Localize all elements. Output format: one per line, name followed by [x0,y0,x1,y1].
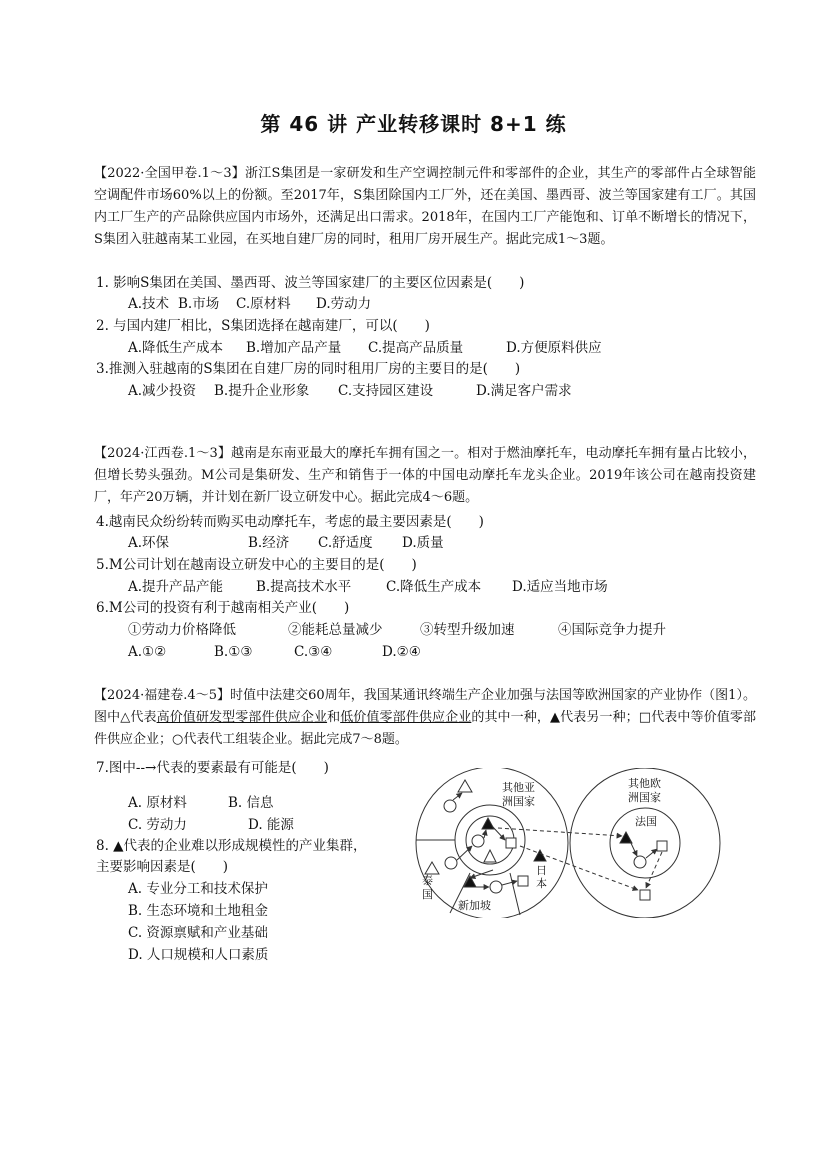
figure-1-diagram [410,768,740,918]
question-8-option-b: B. 生态环境和土地租金 [128,903,269,919]
question-4: 4.越南民众纷纷转而购买电动摩托车，考虑的最主要因素是( ) [96,514,484,530]
label-france: 法国 [635,815,657,828]
square-symbol [657,841,667,851]
question-8-option-a: A. 专业分工和技术保护 [128,881,268,897]
circle-symbol [490,881,502,893]
passage-2022: 【2022·全国甲卷.1～3】浙江S集团是一家研发和生产空调控制元件和零部件的企业，其生产的零部件占全球智能空调配件市场60%以上的份额。至2017年，S集团除国内工厂外，还在美国、墨西哥、波兰等国家建有工厂。其国内工厂生产的产品除供应国内市场外，还满足出口需求。2018年，在国内工厂产能饱和、订单不断增长的情况下，S集团入驻越南某工业园，在买地自建厂房的同时，租用厂房开展生产。据此完成1～3题。 [94,166,756,247]
question-6-items: ①劳动力价格降低 ②能耗总量减少 ③转型升级加速 ④国际竞争力提升 [128,622,666,638]
question-7-options-row1: A. 原材料 B. 信息 [128,795,274,811]
question-8-option-d: D. 人口规模和人口素质 [128,947,269,963]
solid-triangle-symbol [482,818,494,829]
circle-symbol [444,800,456,812]
passage-2024-jiangxi: 【2024·江西卷.1～3】越南是东南亚最大的摩托车拥有国之一。相对于燃油摩托车，电动摩托车拥有量占比较小，但增长势头强劲。M公司是集研发、生产和销售于一体的中国电动摩托车龙头企业。2019年该公司在越南投资建厂，年产20万辆，并计划在新厂设立研发中心。据此完成4～6题。 [94,446,756,505]
question-7: 7.图中--→代表的要素最有可能是( ) [96,760,329,776]
page-title: 第 46 讲 产业转移课时 8+1 练 [260,112,567,136]
square-symbol [518,876,528,886]
question-4-options: A.环保 B.经济 C.舒适度 D.质量 [128,535,444,551]
question-1: 1. 影响S集团在美国、墨西哥、波兰等国家建厂的主要区位因素是( ) [96,275,525,291]
asia-outer-circle [416,768,568,918]
label-europe-line2: 洲国家 [628,791,661,804]
circle-symbol [472,835,484,847]
circle-symbol [445,857,457,869]
hollow-triangle-symbol [484,850,496,862]
square-symbol [506,838,516,848]
passage-2024-fujian: 【2024·福建卷.4～5】时值中法建交60周年，我国某通讯终端生产企业加强与法国等欧洲国家的产业协作（图1）。图中△代表高价值研发型零部件供应企业和低价值零部件供应企业的其中一种，▲代表另一种；□代表中等价值零部件供应企业；○代表代工组装企业。据此完成7～8题。 [94,688,756,747]
question-2: 2. 与国内建厂相比，S集团选择在越南建厂，可以( ) [96,318,430,334]
label-japan-2: 本 [536,877,547,890]
question-8: 8. ▲代表的企业难以形成规模性的产业集群， [96,838,367,854]
question-7-options-row2: C. 劳动力 D. 能源 [128,817,294,833]
square-symbol [640,890,650,900]
label-asia-line2: 洲国家 [502,795,535,808]
circle-symbol [634,856,646,868]
question-8-option-c: C. 资源禀赋和产业基础 [128,925,268,941]
question-3-options: A.减少投资 B.提升企业形象 C.支持园区建设 D.满足客户需求 [128,383,572,399]
label-europe-line1: 其他欧 [628,777,661,790]
question-3: 3.推测入驻越南的S集团在自建厂房的同时租用厂房的主要目的是( ) [96,361,521,377]
label-thailand-1: 泰 [422,874,433,887]
question-5-options: A.提升产品产能 B.提高技术水平 C.降低生产成本 D.适应当地市场 [128,579,608,595]
question-6-options: A.①② B.①③ C.③④ D.②④ [128,644,421,660]
question-8-cont: 主要影响因素是( ) [96,859,229,875]
question-6: 6.M公司的投资有利于越南相关产业( ) [96,600,350,616]
hollow-triangle-symbol [425,862,439,874]
question-1-options: A.技术 B.市场 C.原材料 D.劳动力 [128,296,372,312]
question-2-options: A.降低生产成本 B.增加产品产量 C.提高产品质量 D.方便原料供应 [128,340,602,356]
question-5: 5.M公司计划在越南设立研发中心的主要目的是( ) [96,557,417,573]
label-japan-1: 日 [536,864,547,877]
hollow-triangle-symbol [458,780,472,792]
label-asia-line1: 其他亚 [502,781,535,794]
label-singapore: 新加坡 [458,899,491,912]
label-thailand-2: 国 [422,888,433,901]
